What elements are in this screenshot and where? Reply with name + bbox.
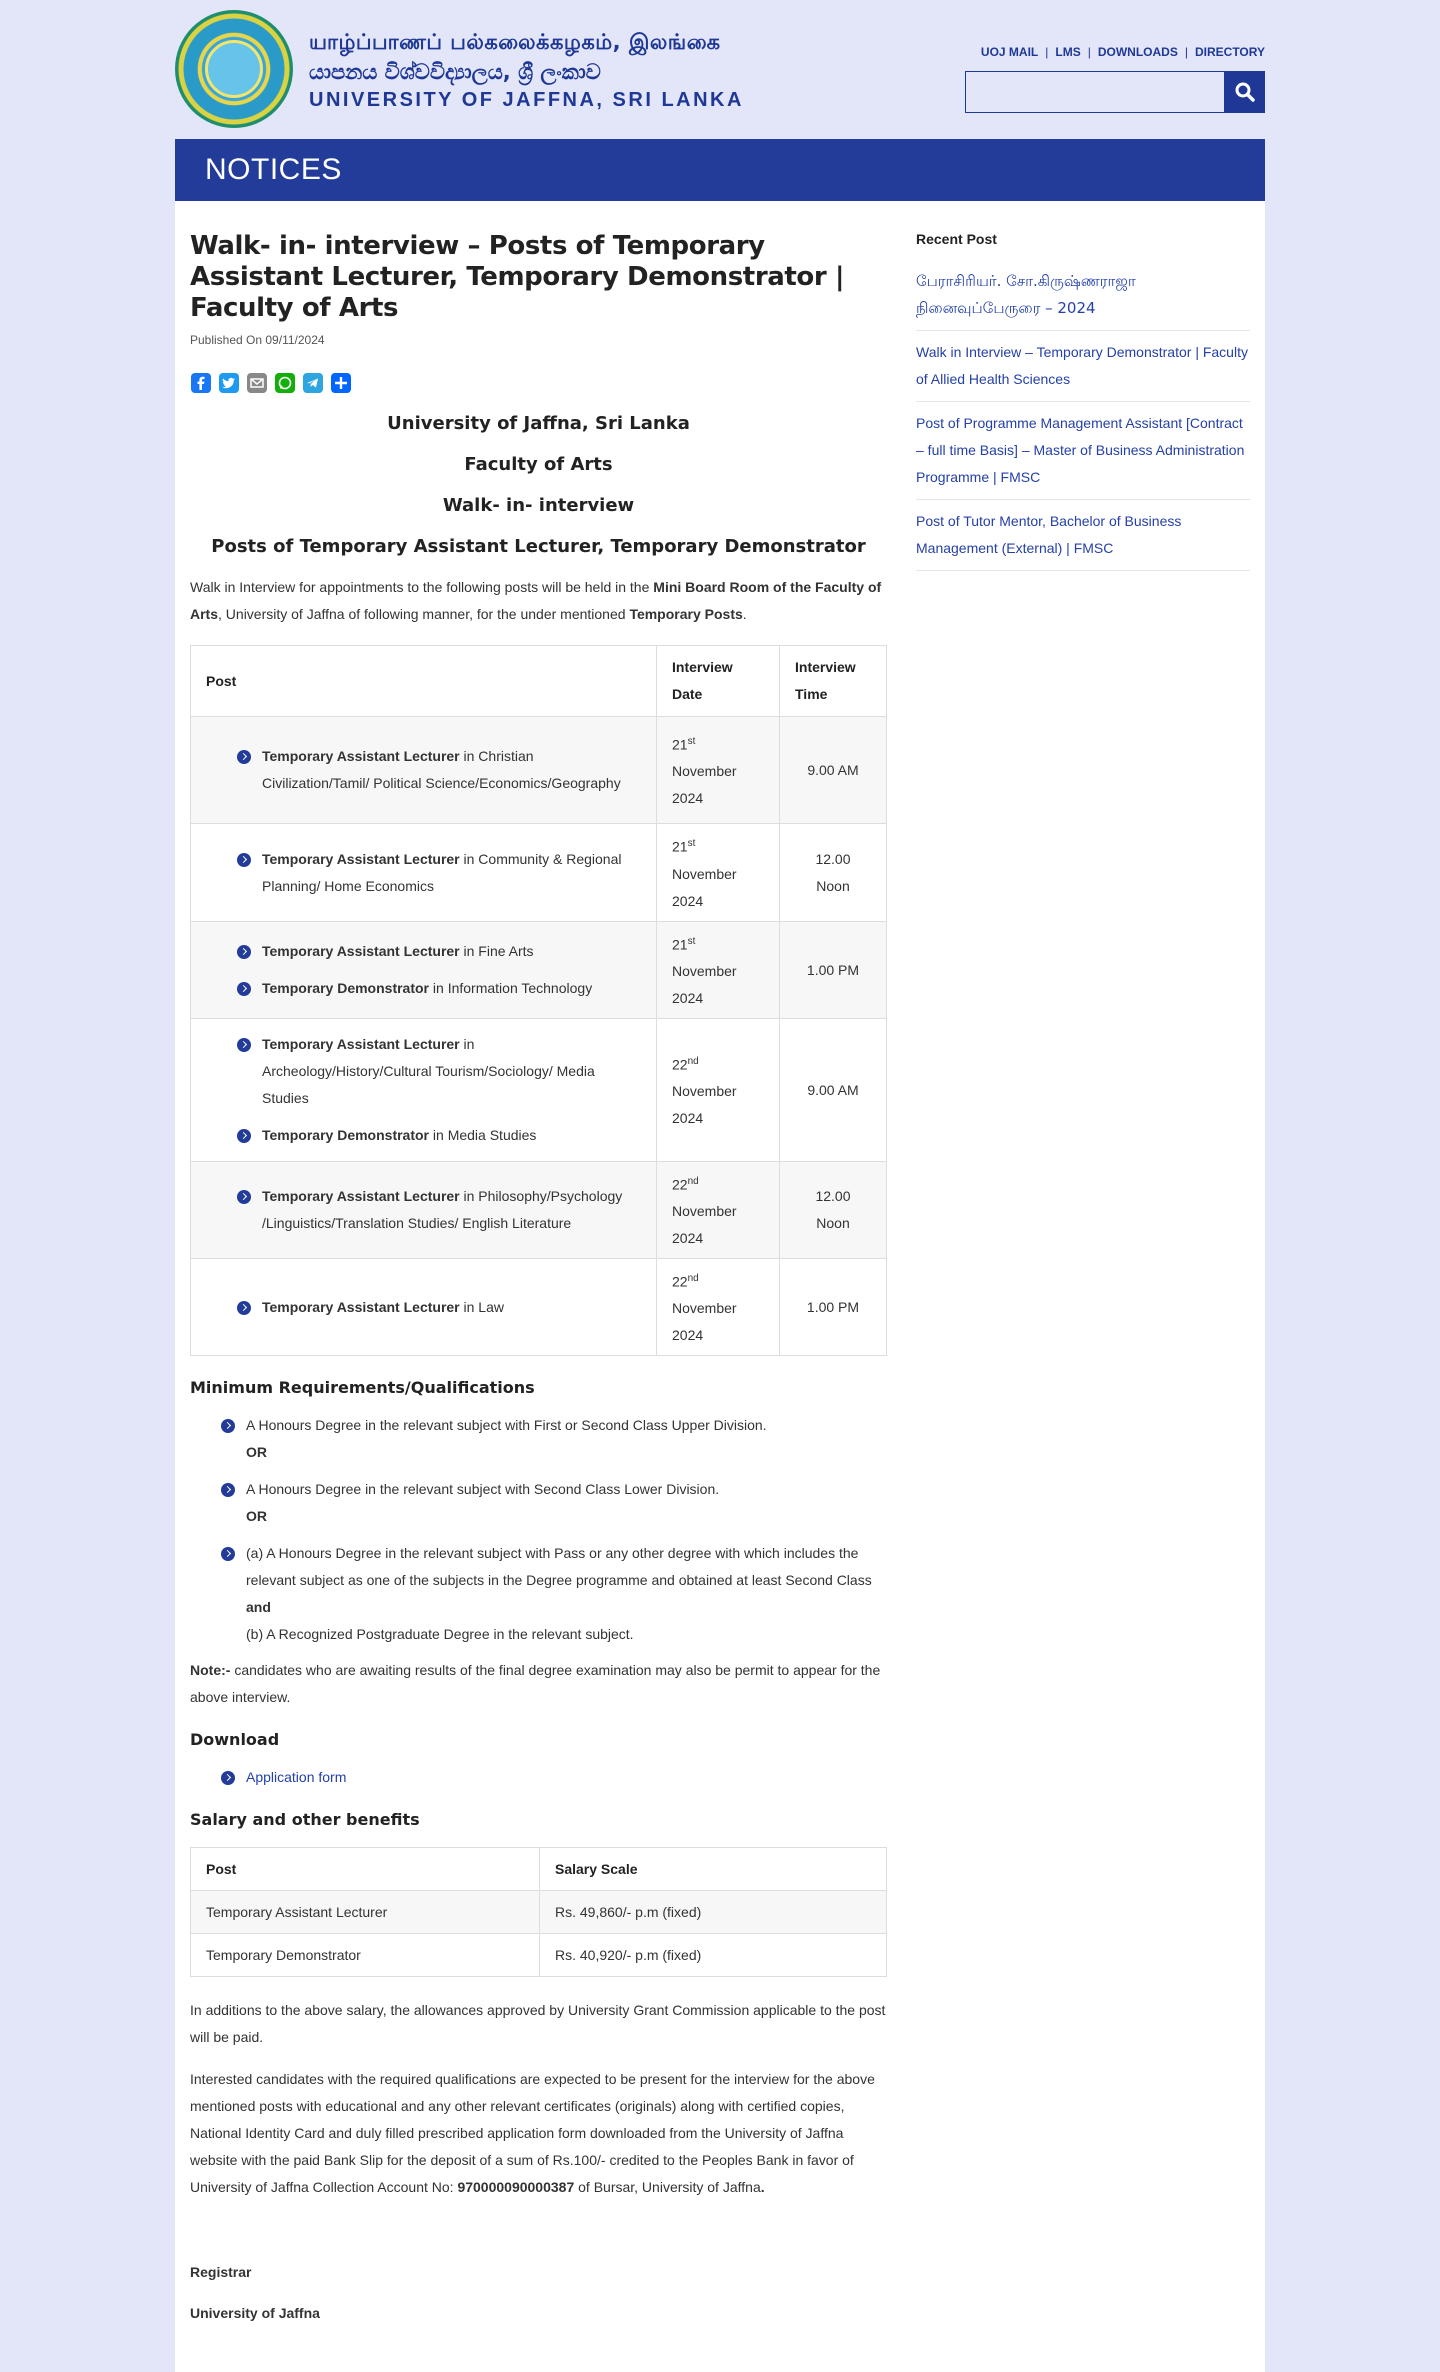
post-item <box>237 1031 641 1112</box>
intro-paragraph <box>190 574 887 628</box>
facebook-icon[interactable] <box>190 372 212 394</box>
search-bar <box>965 71 1265 113</box>
recent-post-link[interactable]: பேராசிரியர். சோ.கிருஷ்ணராஜா நினைவுப்பேருரை – 2024 <box>916 260 1250 331</box>
post-title: Temporary Assistant Lecturer <box>262 943 460 959</box>
date-cell <box>657 1019 780 1162</box>
post-subjects: in Fine Arts <box>459 943 534 959</box>
table-row <box>191 717 887 824</box>
note-text: candidates who are awaiting results of the final degree examination may also be permit to appear for the above interview. <box>190 1662 881 1705</box>
and-label: and <box>246 1599 271 1615</box>
instructions-paragraph <box>190 2066 887 2201</box>
intro-text: . <box>742 606 747 622</box>
salary-post-cell: Temporary Demonstrator <box>191 1934 540 1977</box>
allowance-paragraph: In additions to the above salary, the allowances approved by University Grant Commission applicable to the post will be paid. <box>190 2002 886 2045</box>
date-year: 2024 <box>672 790 704 807</box>
published-date: Published On 09/11/2024 <box>190 333 325 347</box>
email-icon[interactable] <box>246 372 268 394</box>
table-row <box>191 824 887 922</box>
table-header-row <box>191 646 887 717</box>
name-sinhala: යාපනය විශ්වවිද්‍යාලය, ශ්‍රී ලංකාව <box>309 60 601 84</box>
date-day: 22 <box>672 1273 688 1290</box>
post-item <box>237 1122 641 1149</box>
post-item <box>237 743 641 797</box>
date-day: 21 <box>672 936 688 953</box>
interview-table <box>190 645 887 1356</box>
date-month: November <box>672 1300 737 1317</box>
bullet-icon <box>237 1190 251 1204</box>
date-month: November <box>672 1203 737 1220</box>
recent-post-link[interactable]: Walk in Interview – Temporary Demonstrator | Faculty of Allied Health Sciences <box>916 331 1250 402</box>
download-heading: Download <box>190 1730 280 1749</box>
instructions-text: of Bursar, University of Jaffna <box>574 2179 761 2195</box>
time-cell: 1.00 PM <box>780 1259 887 1356</box>
requirement-text: (a) A Honours Degree in the relevant subject with Pass or any other degree with which includes the relevant subject as one of the subjects in the Degree programme and obtained at least Second Class <box>246 1545 872 1588</box>
date-month: November <box>672 1083 737 1100</box>
date-suffix: st <box>687 935 696 947</box>
table-row <box>191 1019 887 1162</box>
date-suffix: nd <box>687 1272 699 1284</box>
post-item <box>237 1183 641 1237</box>
recent-post-title: Recent Post <box>916 231 997 247</box>
post-subjects: in Archeology/History/Cultural Tourism/Sociology/ Media Studies <box>262 1036 595 1106</box>
signature-org: University of Jaffna <box>190 2305 320 2321</box>
name-tamil: யாழ்ப்பாணப் பல்கலைக்கழகம், இலங்கை <box>309 30 721 54</box>
nav-lms[interactable]: LMS <box>1055 45 1081 59</box>
bullet-icon <box>237 945 251 959</box>
post-subjects: in Information Technology <box>429 980 593 996</box>
intro-text: , University of Jaffna of following manner, for the under mentioned <box>218 606 630 622</box>
salary-header-row <box>191 1848 887 1891</box>
post-cell <box>191 1259 657 1356</box>
nav-downloads[interactable]: DOWNLOADS <box>1097 45 1178 59</box>
date-suffix: st <box>687 838 696 850</box>
recent-post-list <box>916 260 1250 571</box>
download-list <box>221 1764 887 1791</box>
date-year: 2024 <box>672 1230 704 1247</box>
date-day: 22 <box>672 1176 688 1193</box>
nav-directory[interactable]: DIRECTORY <box>1194 45 1265 59</box>
heading-faculty: Faculty of Arts <box>464 454 613 475</box>
post-title: Temporary Assistant Lecturer <box>262 1188 460 1204</box>
top-nav <box>981 45 1265 59</box>
post-item <box>237 975 641 1002</box>
requirements-list <box>221 1412 887 1648</box>
post-title: Temporary Assistant Lecturer <box>262 748 460 764</box>
date-year: 2024 <box>672 892 704 909</box>
post-item <box>237 1294 641 1321</box>
share-icon[interactable] <box>330 372 352 394</box>
account-number: 970000090000387 <box>457 2179 575 2195</box>
date-cell <box>657 1162 780 1259</box>
recent-post-link[interactable]: Post of Programme Management Assistant [Contract – full time Basis] – Master of Business Administration Programme | FMSC <box>916 402 1250 500</box>
requirement-text: A Honours Degree in the relevant subject with Second Class Lower Division. <box>246 1481 720 1497</box>
recent-post-link[interactable]: Post of Tutor Mentor, Bachelor of Business Management (External) | FMSC <box>916 500 1250 571</box>
page-banner: NOTICES <box>175 139 1265 201</box>
date-year: 2024 <box>672 990 704 1007</box>
page-wrapper <box>175 0 1265 2372</box>
instructions-text: . <box>760 2179 765 2195</box>
date-year: 2024 <box>672 1110 704 1127</box>
post-cell <box>191 717 657 824</box>
date-cell <box>657 824 780 922</box>
article <box>190 231 887 2321</box>
heading-university: University of Jaffna, Sri Lanka <box>387 413 690 434</box>
note-label: Note:- <box>190 1662 231 1678</box>
nav-separator: | <box>1184 45 1188 59</box>
date-day: 21 <box>672 838 688 855</box>
article-title: Walk- in- interview – Posts of Temporary Assistant Lecturer, Temporary Demonstrator | Faculty of Arts <box>190 231 845 323</box>
date-month: November <box>672 963 737 980</box>
site-header <box>175 0 1265 139</box>
date-month: November <box>672 763 737 780</box>
date-suffix: st <box>687 735 696 747</box>
post-title: Temporary Assistant Lecturer <box>262 850 460 867</box>
nav-separator: | <box>1087 45 1091 59</box>
heading-walk-in: Walk- in- interview <box>442 495 635 516</box>
date-cell <box>657 922 780 1019</box>
bullet-icon <box>221 1771 235 1785</box>
post-cell <box>191 824 657 922</box>
time-cell: 9.00 AM <box>780 1019 887 1162</box>
table-row <box>191 922 887 1019</box>
time-cell: 12.00 Noon <box>780 824 887 922</box>
search-icon <box>1235 82 1255 102</box>
share-buttons <box>190 372 887 394</box>
requirement-text: (b) A Recognized Postgraduate Degree in the relevant subject. <box>246 1626 634 1642</box>
signature-title: Registrar <box>190 2264 252 2280</box>
col-post: Post <box>191 1848 540 1891</box>
salary-scale-cell: Rs. 40,920/- p.m (fixed) <box>540 1934 887 1977</box>
date-cell <box>657 1259 780 1356</box>
col-interview-time: Interview Time <box>780 646 887 717</box>
salary-post-cell: Temporary Assistant Lecturer <box>191 1891 540 1934</box>
date-month: November <box>672 865 737 882</box>
post-subjects: in Philosophy/Psychology /Linguistics/Translation Studies/ English Literature <box>262 1188 623 1231</box>
telegram-icon[interactable] <box>302 372 324 394</box>
post-subjects: in Law <box>459 1298 504 1315</box>
bullet-icon <box>237 1301 251 1315</box>
university-seal-logo[interactable] <box>175 10 293 128</box>
table-row <box>191 1934 887 1977</box>
requirement-item <box>221 1412 887 1466</box>
time-cell: 9.00 AM <box>780 717 887 824</box>
nav-uoj-mail[interactable]: UOJ MAIL <box>980 45 1039 59</box>
post-item <box>237 846 641 900</box>
intro-venue: Mini Board Room of the Faculty of Arts <box>190 579 882 622</box>
download-item <box>221 1764 887 1791</box>
name-english: UNIVERSITY OF JAFFNA, SRI LANKA <box>309 89 744 111</box>
requirements-heading: Minimum Requirements/Qualifications <box>190 1378 535 1397</box>
col-salary-scale: Salary Scale <box>540 1848 887 1891</box>
application-form-link[interactable]: Application form <box>246 1769 347 1785</box>
bullet-icon <box>221 1483 235 1497</box>
bullet-icon <box>237 1129 251 1143</box>
col-interview-date: Interview Date <box>657 646 780 717</box>
date-cell <box>657 717 780 824</box>
time-cell: 1.00 PM <box>780 922 887 1019</box>
col-post: Post <box>191 646 657 717</box>
requirement-item <box>221 1540 887 1648</box>
whatsapp-icon[interactable] <box>274 372 296 394</box>
nav-separator: | <box>1045 45 1049 59</box>
requirement-text: A Honours Degree in the relevant subject with First or Second Class Upper Division. <box>246 1417 767 1433</box>
post-cell <box>191 922 657 1019</box>
sidebar <box>916 231 1250 571</box>
date-year: 2024 <box>672 1327 704 1344</box>
date-suffix: nd <box>687 1055 699 1067</box>
time-cell: 12.00 Noon <box>780 1162 887 1259</box>
post-title: Temporary Demonstrator <box>262 1127 430 1143</box>
or-label: OR <box>246 1444 267 1460</box>
bullet-icon <box>237 1038 251 1052</box>
post-item <box>237 938 641 965</box>
instructions-text: Interested candidates with the required qualifications are expected to be present for the interview for the above mentioned posts with educational and any other relevant certificates (originals) along with certified copies, National Identity Card and duly filled prescribed application form downloaded from the University of Jaffna website with the paid Bank Slip for the deposit of a sum of Rs.100/- credited to the Peoples Bank in favor of University of Jaffna Collection Account No: <box>190 2071 875 2195</box>
post-title: Temporary Demonstrator <box>262 980 430 996</box>
post-title: Temporary Assistant Lecturer <box>262 1298 460 1315</box>
bullet-icon <box>221 1547 235 1561</box>
or-label: OR <box>246 1508 267 1524</box>
post-subjects: in Community & Regional Planning/ Home Economics <box>262 850 622 894</box>
date-day: 21 <box>672 736 688 753</box>
post-subjects: in Christian Civilization/Tamil/ Political Science/Economics/Geography <box>262 748 621 791</box>
search-button[interactable] <box>1225 71 1265 113</box>
post-title: Temporary Assistant Lecturer <box>262 1036 460 1052</box>
salary-scale-cell: Rs. 49,860/- p.m (fixed) <box>540 1891 887 1934</box>
salary-heading: Salary and other benefits <box>190 1810 420 1829</box>
intro-temporary-posts: Temporary Posts <box>629 606 743 622</box>
table-row <box>191 1259 887 1356</box>
date-day: 22 <box>672 1056 688 1073</box>
post-subjects: in Media Studies <box>429 1127 537 1143</box>
intro-text: Walk in Interview for appointments to the following posts will be held in the <box>190 579 654 595</box>
table-row <box>191 1891 887 1934</box>
requirement-item <box>221 1476 887 1530</box>
content-area <box>175 201 1265 2372</box>
search-input[interactable] <box>965 71 1225 113</box>
twitter-icon[interactable] <box>218 372 240 394</box>
note-paragraph <box>190 1657 887 1711</box>
bullet-icon <box>237 853 251 867</box>
bullet-icon <box>237 750 251 764</box>
post-cell <box>191 1019 657 1162</box>
bullet-icon <box>221 1419 235 1433</box>
post-cell <box>191 1162 657 1259</box>
table-row <box>191 1162 887 1259</box>
university-name-logo[interactable] <box>309 30 744 112</box>
salary-table <box>190 1847 887 1977</box>
date-suffix: nd <box>687 1175 699 1187</box>
heading-posts: Posts of Temporary Assistant Lecturer, Temporary Demonstrator <box>211 536 866 557</box>
bullet-icon <box>237 982 251 996</box>
